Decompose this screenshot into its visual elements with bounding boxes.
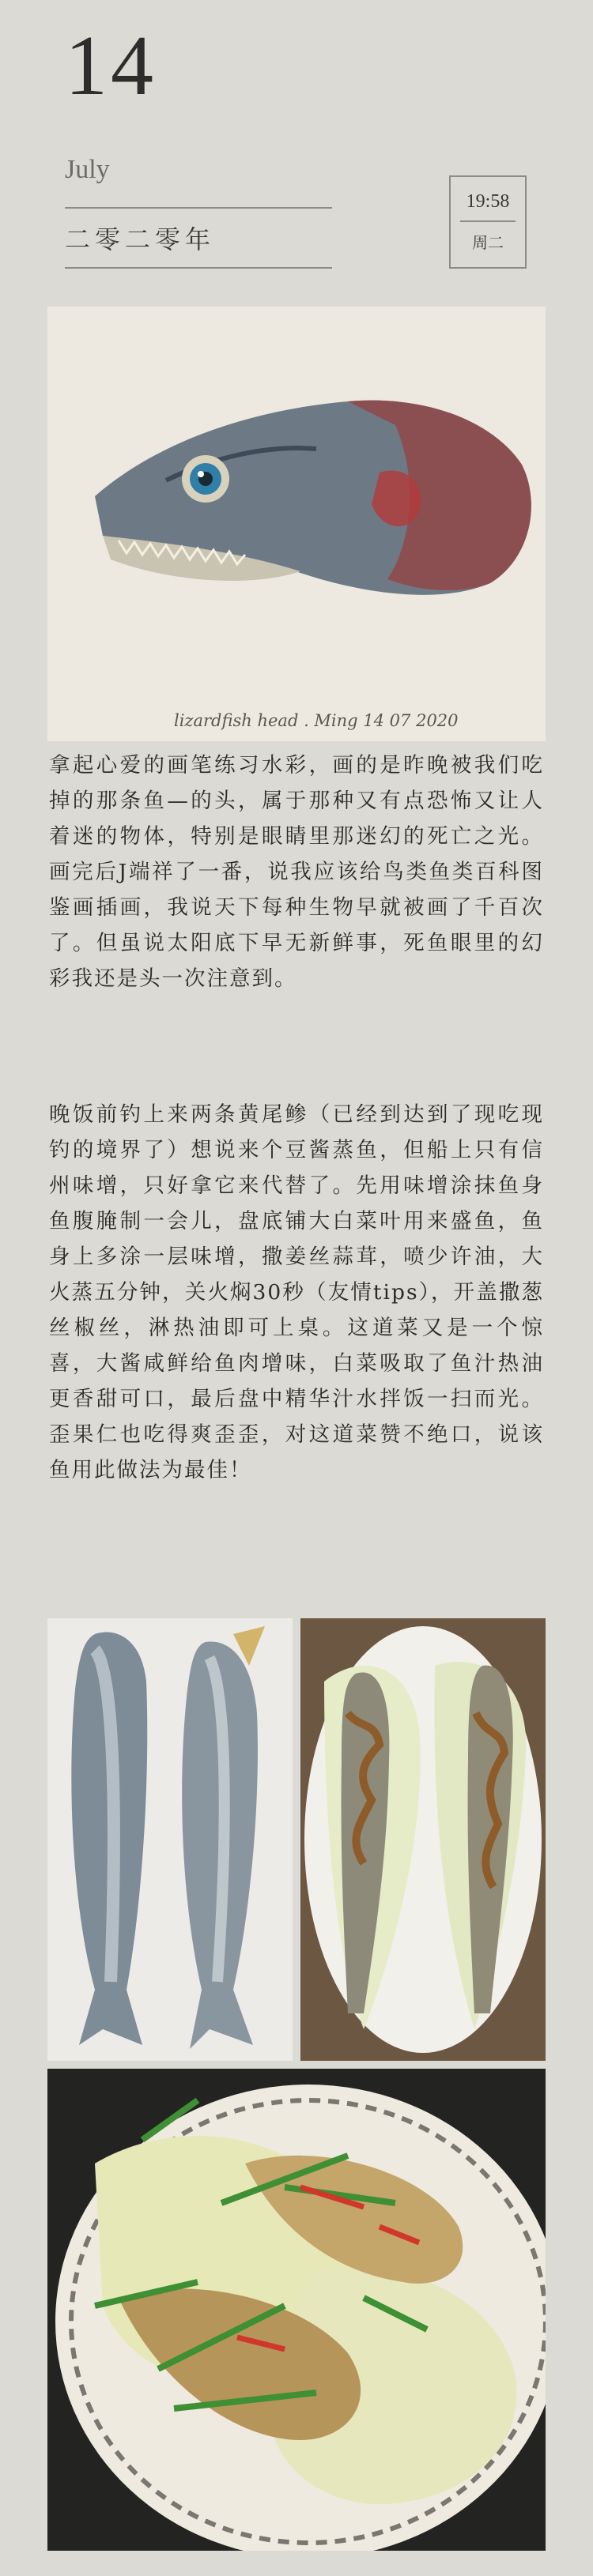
raw-fish-photo [47, 1618, 293, 2061]
year-label: 二零二零年 [65, 224, 216, 254]
fish-on-cabbage-with-miso-icon [300, 1618, 546, 2061]
day-number: 14 [65, 19, 157, 113]
time-box [449, 175, 527, 269]
steamed-fish-photo [47, 2069, 546, 2551]
weekday-label: 周二 [472, 233, 504, 252]
paragraph-sketch: 拿起心爱的画笔练习水彩，画的是昨晚被我们吃掉的那条鱼—的头，属于那种又有点恐怖又让人着迷的物体，特别是眼睛里那迷幻的死亡之光。画完后J端祥了一番，说我应该给鸟类鱼类百科图鉴画插画，我说天下每种生物早就被画了千百次了。但虽说太阳底下早无新鲜事，死鱼眼里的幻彩我还是头一次注意到。 [49, 753, 544, 991]
sketch-caption: lizardfish head . Ming 14 07 2020 [174, 711, 459, 730]
month-label: July [65, 155, 110, 184]
paragraph-recipe: 晚饭前钓上来两条黄尾鲹（已经到达到了现吃现钓的境界了）想说来个豆酱蒸鱼，但船上只有信州味增，只好拿它来代替了。先用味增涂抹鱼身鱼腹腌制一会儿，盘底铺大白菜叶用来盛鱼，鱼身上多涂一层味增，撒姜丝蒜茸，喷少许油，大火蒸五分钟，关火焖30秒（友情tips），开盖撒葱丝椒丝，淋热油即可上桌。这道菜又是一个惊喜，大酱咸鲜给鱼肉增味，白菜吸取了鱼汁热油更香甜可口，最后盘中精华汁水拌饭一扫而光。歪果仁也吃得爽歪歪，对这道菜赞不绝口，说该鱼用此做法为最佳！ [49, 1102, 544, 1482]
marinated-fish-photo [300, 1618, 546, 2061]
two-raw-yellowtail-fish-icon [47, 1618, 293, 2061]
divider-top [65, 207, 332, 209]
time-divider [460, 220, 516, 222]
divider-bottom [65, 267, 332, 269]
time-label: 19:58 [466, 191, 510, 212]
fish-head-sketch [47, 307, 546, 741]
fish-head-watercolor-icon [47, 307, 546, 741]
steamed-fish-with-scallions-icon [47, 2069, 546, 2551]
